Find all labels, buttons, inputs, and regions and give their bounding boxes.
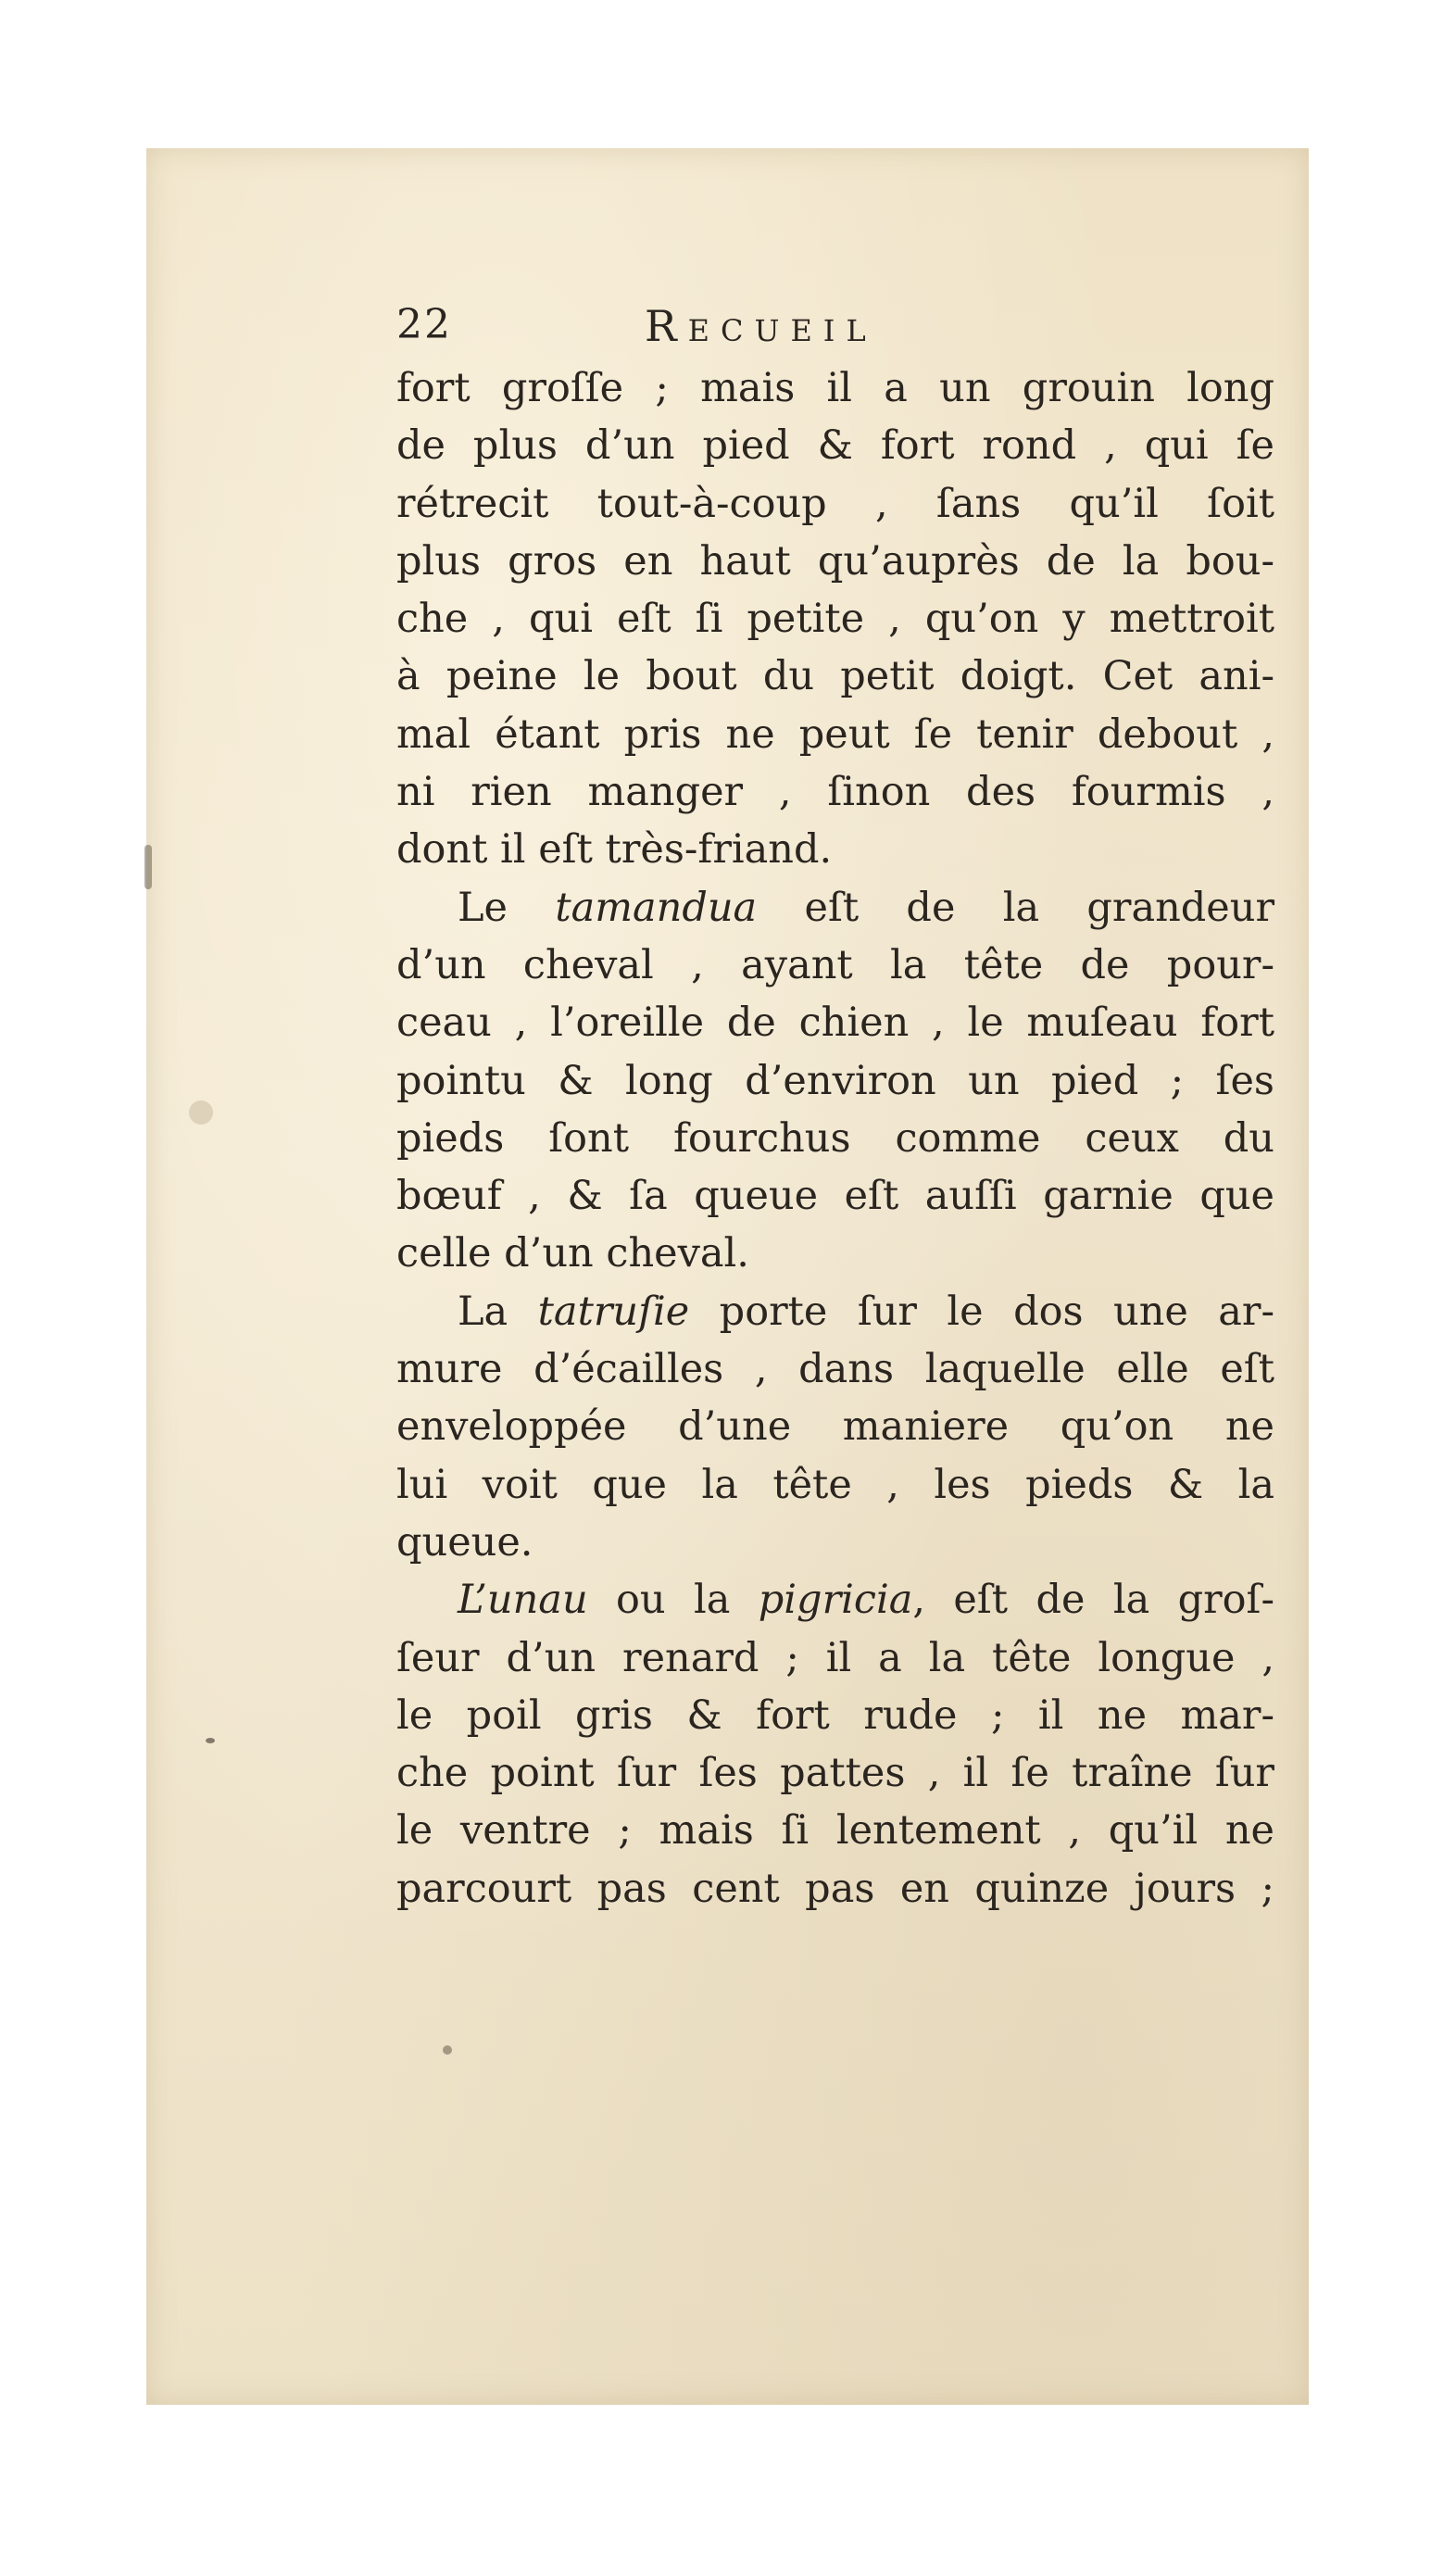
page-number: 22	[396, 301, 452, 348]
text-line: queue.	[396, 1518, 533, 1566]
line-middle: ou la	[616, 1577, 731, 1624]
line-rest: porte ſur le dos une ar-	[719, 1288, 1274, 1335]
line-start: La	[458, 1288, 508, 1335]
paper-spot	[189, 1100, 213, 1125]
line-start: Le	[458, 884, 508, 931]
running-head	[396, 301, 989, 357]
body-text	[396, 359, 1274, 1918]
text-line: de plus d’un pied & fort rond , qui ſe	[396, 422, 1274, 470]
text-line: parcourt pas cent pas en quinze jours ;	[396, 1865, 1274, 1912]
italic-term: tatruſie	[537, 1288, 690, 1335]
text-line: che point ſur ſes pattes , il ſe traîne ſur	[396, 1750, 1274, 1797]
running-title: Recueil	[645, 301, 877, 351]
text-line: ceau , l’oreille de chien , le muſeau fort	[396, 1000, 1274, 1047]
paper-spot	[144, 845, 152, 889]
text-line: d’un cheval , ayant la tête de pour-	[396, 941, 1274, 988]
text-line: mal étant pris ne peut ſe tenir debout ,	[396, 711, 1274, 758]
paragraph-first-line	[396, 1283, 1274, 1340]
paper-spot	[206, 1738, 215, 1743]
text-line: le poil gris & fort rude ; il ne mar-	[396, 1692, 1274, 1739]
paragraph-first-line	[396, 879, 1274, 937]
line-rest: eſt de la grandeur	[804, 884, 1274, 931]
text-line: fort groſſe ; mais il a un grouin long	[396, 365, 1274, 411]
text-line: celle d’un cheval.	[396, 1230, 749, 1277]
text-line: bœuf , & ſa queue eſt auſſi garnie que	[396, 1173, 1274, 1220]
text-line: dont il eſt très-friand.	[396, 826, 833, 874]
text-line: lui voit que la tête , les pieds & la	[396, 1461, 1274, 1508]
text-line: ni rien manger , ſinon des fourmis ,	[396, 769, 1274, 816]
text-line: mure d’écailles , dans laquelle elle eſt	[396, 1346, 1274, 1393]
paragraph-first-line	[396, 1571, 1274, 1629]
text-line: che , qui eſt ſi petite , qu’on y mettroit	[396, 596, 1274, 643]
text-line: rétrecit tout-à-coup , ſans qu’il ſoit	[396, 480, 1274, 527]
text-line: plus gros en haut qu’auprès de la bou-	[396, 537, 1274, 585]
line-rest: , eſt de la groſ-	[912, 1577, 1275, 1624]
text-line: pieds ſont fourchus comme ceux du	[396, 1114, 1274, 1162]
italic-term: tamandua	[555, 884, 758, 931]
italic-term: L’unau	[458, 1577, 588, 1624]
text-line: le ventre ; mais ſi lentement , qu’il ne	[396, 1807, 1274, 1855]
text-line: pointu & long d’environ un pied ; ſes	[396, 1057, 1274, 1104]
text-line: à peine le bout du petit doigt. Cet ani-	[396, 653, 1274, 700]
text-line: enveloppée d’une maniere qu’on ne	[396, 1403, 1274, 1451]
text-line: ſeur d’un renard ; il a la tête longue ,	[396, 1634, 1274, 1681]
paper-spot	[443, 2045, 452, 2055]
italic-term: pigricia	[758, 1577, 913, 1624]
